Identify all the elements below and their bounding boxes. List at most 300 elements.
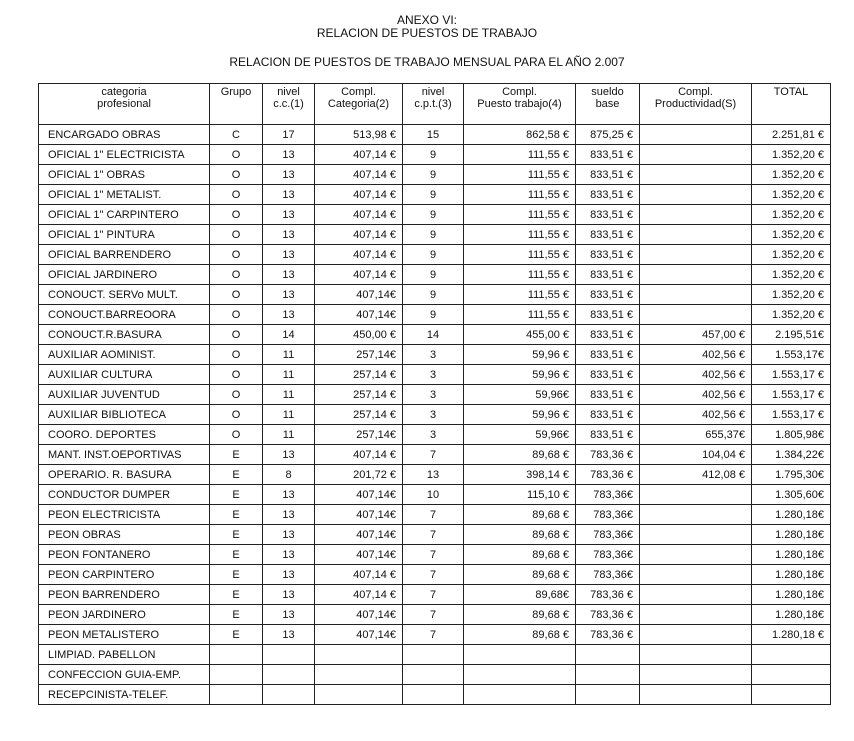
cell-level-cpt (403, 645, 464, 665)
cell-group: O (210, 365, 263, 385)
table-row (39, 605, 831, 625)
cell-total: 1.352,20 € (752, 245, 831, 265)
table-row (39, 625, 831, 645)
cell-level-cc: 13 (263, 145, 315, 165)
cell-compl-productivity (640, 505, 752, 525)
cell-compl-productivity: 457,00 € (640, 325, 752, 345)
header-group (210, 84, 263, 125)
cell-group: O (210, 405, 263, 425)
cell-compl-category: 257,14€ (315, 345, 403, 365)
cell-base-salary: 783,36€ (576, 505, 640, 525)
header-compl-productivity-line: Productividad(S) (654, 98, 737, 110)
cell-compl-category: 513,98 € (315, 125, 403, 145)
table-row (39, 345, 831, 365)
cell-total: 1.305,60€ (752, 485, 831, 505)
table-row (39, 525, 831, 545)
document-title: RELACION DE PUESTOS DE TRABAJO (316, 26, 538, 40)
cell-level-cpt: 7 (403, 545, 464, 565)
cell-compl-job: 862,58 € (464, 125, 576, 145)
cell-compl-category: 257,14 € (315, 385, 403, 405)
table-row (39, 305, 831, 325)
cell-group: C (210, 125, 263, 145)
cell-base-salary: 833,51 € (576, 185, 640, 205)
table-row (39, 685, 831, 705)
cell-compl-category: 201,72 € (315, 465, 403, 485)
cell-total: 1.280,18€ (752, 525, 831, 545)
cell-base-salary: 833,51 € (576, 345, 640, 365)
table-row (39, 125, 831, 145)
cell-category: CONFECCION GUIA-EMP. (39, 665, 210, 685)
cell-base-salary: 783,36€ (576, 545, 640, 565)
cell-compl-category: 407,14€ (315, 545, 403, 565)
cell-base-salary: 783,36 € (576, 585, 640, 605)
cell-compl-job: 111,55 € (464, 225, 576, 245)
cell-compl-job: 111,55 € (464, 305, 576, 325)
cell-total (752, 645, 831, 665)
cell-total: 1.280,18€ (752, 505, 831, 525)
header-level-cpt-line: nivel (421, 86, 445, 98)
cell-compl-job: 59,96 € (464, 405, 576, 425)
cell-compl-job: 398,14 € (464, 465, 576, 485)
cell-compl-category: 407,14€ (315, 485, 403, 505)
cell-level-cc: 13 (263, 225, 315, 245)
table-row (39, 165, 831, 185)
cell-compl-job: 111,55 € (464, 265, 576, 285)
cell-group (210, 665, 263, 685)
cell-category: PEON JARDINERO (39, 605, 210, 625)
cell-base-salary: 833,51 € (576, 385, 640, 405)
cell-compl-category: 407,14 € (315, 225, 403, 245)
cell-level-cpt: 9 (403, 245, 464, 265)
cell-compl-job: 89,68 € (464, 505, 576, 525)
cell-category: AUXILIAR AOMINIST. (39, 345, 210, 365)
header-compl-job (464, 84, 576, 125)
cell-group: O (210, 265, 263, 285)
cell-compl-job (464, 685, 576, 705)
cell-group: E (210, 545, 263, 565)
header-compl-job-line: Puesto trabajo(4) (477, 98, 562, 110)
table-row (39, 265, 831, 285)
cell-group: O (210, 285, 263, 305)
cell-level-cc: 14 (263, 325, 315, 345)
cell-compl-job: 111,55 € (464, 285, 576, 305)
cell-level-cc: 13 (263, 585, 315, 605)
table-row (39, 145, 831, 165)
table-row (39, 585, 831, 605)
cell-compl-productivity (640, 285, 752, 305)
cell-level-cc: 13 (263, 525, 315, 545)
table-row (39, 505, 831, 525)
cell-group: E (210, 505, 263, 525)
cell-total (752, 685, 831, 705)
cell-group: O (210, 205, 263, 225)
cell-level-cc: 13 (263, 445, 315, 465)
cell-compl-category (315, 665, 403, 685)
cell-compl-category: 407,14 € (315, 165, 403, 185)
cell-total: 1.280,18 € (752, 625, 831, 645)
cell-level-cpt: 7 (403, 585, 464, 605)
header-level-cpt-line: c.p.t.(3) (414, 98, 452, 110)
cell-compl-productivity (640, 165, 752, 185)
table-row (39, 485, 831, 505)
table-subtitle: RELACION DE PUESTOS DE TRABAJO MENSUAL PARA EL AÑO 2.007 (229, 55, 625, 69)
cell-category: CONOUCT.BARREOORA (39, 305, 210, 325)
cell-level-cpt: 7 (403, 605, 464, 625)
table-row (39, 565, 831, 585)
cell-compl-job: 59,96€ (464, 385, 576, 405)
cell-compl-category: 257,14 € (315, 405, 403, 425)
cell-group: O (210, 425, 263, 445)
cell-total: 1.352,20 € (752, 225, 831, 245)
cell-level-cc: 13 (263, 545, 315, 565)
table-row (39, 545, 831, 565)
cell-level-cc: 13 (263, 245, 315, 265)
cell-compl-category: 407,14 € (315, 265, 403, 285)
cell-compl-category: 407,14€ (315, 285, 403, 305)
header-group-line: Grupo (220, 86, 252, 98)
cell-base-salary: 833,51 € (576, 365, 640, 385)
cell-base-salary: 783,36€ (576, 525, 640, 545)
table-row (39, 205, 831, 225)
cell-total: 1.553,17 € (752, 365, 831, 385)
cell-group: O (210, 245, 263, 265)
cell-compl-job: 89,68 € (464, 545, 576, 565)
header-base-salary-line: base (595, 98, 620, 110)
cell-base-salary: 833,51 € (576, 265, 640, 285)
cell-total: 1.352,20 € (752, 285, 831, 305)
table-row (39, 185, 831, 205)
cell-compl-productivity (640, 685, 752, 705)
table-row (39, 245, 831, 265)
cell-level-cc: 8 (263, 465, 315, 485)
cell-total: 1.553,17€ (752, 345, 831, 365)
cell-level-cc: 13 (263, 285, 315, 305)
header-base-salary-line: sueldo (591, 86, 624, 98)
cell-compl-category: 257,14 € (315, 365, 403, 385)
cell-base-salary: 833,51 € (576, 245, 640, 265)
cell-base-salary: 833,51 € (576, 305, 640, 325)
cell-compl-productivity: 412,08 € (640, 465, 752, 485)
cell-compl-productivity (640, 665, 752, 685)
cell-level-cpt: 7 (403, 525, 464, 545)
cell-category: PEON FONTANERO (39, 545, 210, 565)
table-row (39, 385, 831, 405)
cell-compl-productivity (640, 205, 752, 225)
table-row (39, 465, 831, 485)
header-compl-productivity (640, 84, 752, 125)
cell-compl-job: 111,55 € (464, 205, 576, 225)
header-level-cc-line: c.c.(1) (273, 98, 304, 110)
cell-category: OFICIAL JARDINERO (39, 265, 210, 285)
cell-level-cc (263, 645, 315, 665)
header-level-cc-line: nivel (277, 86, 300, 98)
header-category-line: profesional (97, 98, 151, 110)
cell-compl-category (315, 685, 403, 705)
table-row (39, 325, 831, 345)
header-compl-job-line: Compl. (502, 86, 537, 98)
cell-level-cpt: 13 (403, 465, 464, 485)
cell-compl-productivity (640, 545, 752, 565)
cell-compl-job: 455,00 € (464, 325, 576, 345)
cell-base-salary: 783,36€ (576, 485, 640, 505)
cell-level-cc (263, 685, 315, 705)
cell-level-cpt: 7 (403, 625, 464, 645)
cell-compl-category: 407,14 € (315, 185, 403, 205)
cell-total: 1.352,20 € (752, 145, 831, 165)
cell-level-cc: 13 (263, 505, 315, 525)
cell-level-cpt: 14 (403, 325, 464, 345)
cell-group: E (210, 625, 263, 645)
cell-compl-category: 407,14€ (315, 625, 403, 645)
cell-compl-category: 450,00 € (315, 325, 403, 345)
header-total-line: TOTAL (773, 86, 809, 98)
table-row (39, 405, 831, 425)
cell-group: E (210, 565, 263, 585)
cell-compl-productivity (640, 645, 752, 665)
header-row (39, 84, 831, 125)
cell-category: PEON METALISTERO (39, 625, 210, 645)
cell-group: O (210, 385, 263, 405)
cell-total: 1.352,20 € (752, 265, 831, 285)
cell-group: E (210, 605, 263, 625)
cell-compl-job: 111,55 € (464, 185, 576, 205)
cell-base-salary: 833,51 € (576, 325, 640, 345)
cell-level-cc (263, 665, 315, 685)
cell-level-cpt: 9 (403, 185, 464, 205)
cell-group: O (210, 165, 263, 185)
cell-base-salary: 783,36 € (576, 605, 640, 625)
cell-compl-category: 407,14 € (315, 205, 403, 225)
cell-group: E (210, 445, 263, 465)
cell-compl-productivity: 655,37€ (640, 425, 752, 445)
cell-total: 1.280,18€ (752, 545, 831, 565)
cell-total: 1.805,98€ (752, 425, 831, 445)
cell-level-cc: 13 (263, 565, 315, 585)
cell-group: E (210, 485, 263, 505)
table-body (39, 125, 831, 705)
cell-compl-productivity: 402,56 € (640, 345, 752, 365)
cell-base-salary: 833,51 € (576, 205, 640, 225)
header-level-cpt (403, 84, 464, 125)
cell-group: O (210, 185, 263, 205)
jobs-table (38, 83, 831, 705)
cell-group: O (210, 345, 263, 365)
cell-total: 1.352,20 € (752, 305, 831, 325)
cell-base-salary: 833,51 € (576, 405, 640, 425)
header-category (39, 84, 210, 125)
cell-base-salary: 875,25 € (576, 125, 640, 145)
cell-compl-productivity (640, 565, 752, 585)
cell-compl-productivity: 402,56 € (640, 405, 752, 425)
cell-total: 1.352,20 € (752, 205, 831, 225)
cell-group: O (210, 225, 263, 245)
cell-compl-productivity (640, 125, 752, 145)
cell-level-cc: 13 (263, 485, 315, 505)
cell-compl-productivity (640, 245, 752, 265)
header-base-salary (576, 84, 640, 125)
cell-group: E (210, 585, 263, 605)
cell-base-salary: 783,36€ (576, 565, 640, 585)
table-row (39, 445, 831, 465)
cell-level-cpt: 9 (403, 305, 464, 325)
cell-compl-productivity (640, 185, 752, 205)
cell-compl-productivity (640, 625, 752, 645)
header-compl-category (315, 84, 403, 125)
cell-total: 1.280,18€ (752, 605, 831, 625)
cell-category: OFICIAL 1" METALIST. (39, 185, 210, 205)
cell-category: PEON ELECTRICISTA (39, 505, 210, 525)
cell-group: O (210, 325, 263, 345)
header-category-line: categoria (101, 86, 147, 98)
cell-category: PEON CARPINTERO (39, 565, 210, 585)
cell-total: 2.251,81 € (752, 125, 831, 145)
table-row (39, 665, 831, 685)
cell-base-salary: 833,51 € (576, 165, 640, 185)
cell-level-cpt (403, 685, 464, 705)
cell-compl-productivity (640, 265, 752, 285)
cell-base-salary: 833,51 € (576, 285, 640, 305)
cell-base-salary: 833,51 € (576, 225, 640, 245)
cell-category: OFICIAL 1" OBRAS (39, 165, 210, 185)
cell-category: AUXILIAR BIBLIOTECA (39, 405, 210, 425)
cell-compl-productivity: 402,56 € (640, 385, 752, 405)
cell-compl-job: 89,68 € (464, 445, 576, 465)
cell-compl-category: 407,14€ (315, 305, 403, 325)
cell-level-cpt: 10 (403, 485, 464, 505)
header-compl-productivity-line: Compl. (678, 86, 713, 98)
cell-compl-category: 407,14€ (315, 605, 403, 625)
cell-compl-productivity (640, 585, 752, 605)
cell-group: O (210, 305, 263, 325)
cell-base-salary: 783,36 € (576, 625, 640, 645)
cell-category: MANT. INST.OEPORTIVAS (39, 445, 210, 465)
cell-level-cc: 13 (263, 265, 315, 285)
cell-level-cc: 13 (263, 625, 315, 645)
cell-category: CONOUCT.R.BASURA (39, 325, 210, 345)
cell-group: E (210, 465, 263, 485)
cell-level-cpt: 9 (403, 205, 464, 225)
annex-label: ANEXO VI: (396, 13, 458, 27)
table-row (39, 225, 831, 245)
cell-compl-job: 89,68 € (464, 605, 576, 625)
cell-category: ENCARGADO OBRAS (39, 125, 210, 145)
cell-category: PEON BARRENDERO (39, 585, 210, 605)
cell-compl-job: 111,55 € (464, 165, 576, 185)
cell-category: OFICIAL BARRENDERO (39, 245, 210, 265)
cell-compl-category: 407,14 € (315, 245, 403, 265)
cell-group: O (210, 145, 263, 165)
cell-total: 1.280,18€ (752, 565, 831, 585)
cell-compl-productivity (640, 605, 752, 625)
cell-base-salary: 783,36 € (576, 445, 640, 465)
cell-base-salary: 833,51 € (576, 145, 640, 165)
header-compl-category-line: Compl. (341, 86, 376, 98)
cell-level-cpt: 7 (403, 505, 464, 525)
cell-level-cpt: 7 (403, 565, 464, 585)
cell-compl-category: 407,14 € (315, 445, 403, 465)
cell-category: OFICIAL 1" PINTURA (39, 225, 210, 245)
cell-category: OFICIAL 1" ELECTRICISTA (39, 145, 210, 165)
cell-compl-productivity (640, 305, 752, 325)
cell-total: 1.795,30€ (752, 465, 831, 485)
cell-total: 1.280,18€ (752, 585, 831, 605)
cell-base-salary (576, 685, 640, 705)
cell-level-cc: 17 (263, 125, 315, 145)
cell-base-salary: 783,36 € (576, 465, 640, 485)
cell-level-cpt: 7 (403, 445, 464, 465)
cell-level-cpt: 3 (403, 425, 464, 445)
cell-compl-job: 89,68 € (464, 565, 576, 585)
cell-level-cpt: 9 (403, 285, 464, 305)
cell-group: E (210, 525, 263, 545)
cell-total: 2.195,51€ (752, 325, 831, 345)
cell-compl-category: 407,14€ (315, 525, 403, 545)
cell-level-cc: 13 (263, 165, 315, 185)
cell-level-cc: 11 (263, 365, 315, 385)
cell-category: OPERARIO. R. BASURA (39, 465, 210, 485)
cell-level-cpt: 3 (403, 385, 464, 405)
cell-base-salary (576, 665, 640, 685)
cell-compl-job: 89,68 € (464, 625, 576, 645)
cell-total: 1.553,17 € (752, 385, 831, 405)
header-level-cc (263, 84, 315, 125)
cell-compl-category: 407,14 € (315, 585, 403, 605)
cell-compl-job: 115,10 € (464, 485, 576, 505)
cell-compl-job: 59,96 € (464, 365, 576, 385)
cell-category: RECEPCINISTA-TELEF. (39, 685, 210, 705)
table-row (39, 645, 831, 665)
cell-compl-job: 111,55 € (464, 245, 576, 265)
cell-category: LIMPIAD. PABELLON (39, 645, 210, 665)
cell-level-cc: 13 (263, 185, 315, 205)
cell-compl-category: 407,14€ (315, 505, 403, 525)
header-total (752, 84, 831, 125)
table-row (39, 285, 831, 305)
cell-level-cpt: 9 (403, 145, 464, 165)
cell-category: AUXILIAR CULTURA (39, 365, 210, 385)
cell-total: 1.352,20 € (752, 185, 831, 205)
cell-compl-job (464, 665, 576, 685)
cell-category: CONDUCTOR DUMPER (39, 485, 210, 505)
cell-base-salary: 833,51 € (576, 425, 640, 445)
cell-level-cpt (403, 665, 464, 685)
cell-group (210, 645, 263, 665)
cell-compl-category: 407,14 € (315, 565, 403, 585)
cell-compl-productivity (640, 145, 752, 165)
cell-level-cpt: 9 (403, 225, 464, 245)
cell-compl-job (464, 645, 576, 665)
cell-compl-category: 257,14€ (315, 425, 403, 445)
cell-level-cpt: 15 (403, 125, 464, 145)
cell-total: 1.352,20 € (752, 165, 831, 185)
cell-category: OFICIAL 1" CARPINTERO (39, 205, 210, 225)
cell-compl-productivity: 104,04 € (640, 445, 752, 465)
cell-compl-productivity (640, 525, 752, 545)
cell-level-cc: 13 (263, 305, 315, 325)
cell-category: COORO. DEPORTES (39, 425, 210, 445)
table-row (39, 365, 831, 385)
cell-total: 1.384,22€ (752, 445, 831, 465)
cell-total (752, 665, 831, 685)
cell-compl-category: 407,14 € (315, 145, 403, 165)
cell-compl-job: 89,68 € (464, 525, 576, 545)
cell-level-cc: 11 (263, 345, 315, 365)
cell-level-cc: 13 (263, 605, 315, 625)
cell-compl-category (315, 645, 403, 665)
cell-compl-productivity (640, 225, 752, 245)
cell-level-cpt: 3 (403, 365, 464, 385)
cell-compl-productivity (640, 485, 752, 505)
